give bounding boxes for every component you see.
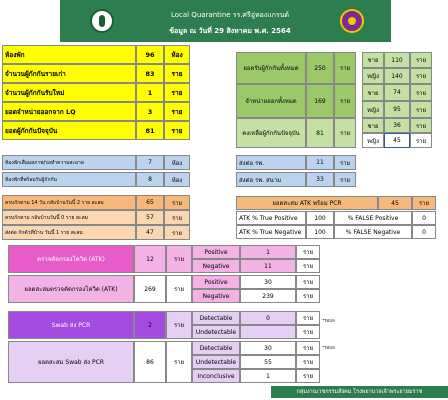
total-discharged-female: 95 (384, 101, 410, 118)
discharged-unit: ราย (164, 102, 190, 121)
ready-rooms-unit: ห้อง (164, 172, 190, 187)
ready-rooms-label: ห้องพักที่พร้อมรับผู้กักกัน (2, 172, 136, 187)
swab-total-detectable-label: Detectable (192, 341, 240, 355)
completed-home-unit: ราย (164, 210, 190, 225)
page-subtitle: ข้อมูล ณ วันที่ 29 สิงหาคม พ.ศ. 2564 (169, 27, 291, 35)
dirty-rooms-label: ห้องพักเสื่อมสภาพ/รอทำความสะอาด (2, 155, 136, 170)
atk-today-label: ตรวจคัดกรองโควิด (ATK) (8, 245, 134, 273)
atk-total-positive-unit: ราย (296, 275, 320, 289)
atk-total-negative-value: 239 (240, 289, 296, 303)
old-quarantine-value: 83 (136, 64, 164, 83)
remaining-value: 81 (306, 118, 334, 148)
room-count-unit: ห้อง (164, 45, 190, 64)
swab-total-undetectable-value: 55 (240, 355, 296, 369)
remaining-male: 36 (384, 118, 410, 133)
swab-total-detectable-value: 30 (240, 341, 296, 355)
field-hospital-referral-label: ส่งต่อ รพ. สนาม (236, 172, 306, 187)
hospital-referral-unit: ราย (334, 155, 356, 170)
old-quarantine-unit: ราย (164, 64, 190, 83)
total-discharged-label: จำหน่ายออกทั้งหมด (236, 84, 306, 118)
true-positive-value: 100 (306, 211, 334, 225)
total-admitted-value: 250 (306, 52, 334, 84)
total-discharged-female-label: หญิง (362, 101, 384, 118)
completed-14-value: 65 (136, 195, 164, 210)
total-admitted-male-label: ชาย (362, 52, 384, 68)
atk-today-negative-unit: ราย (296, 259, 320, 273)
dirty-rooms-value: 7 (136, 155, 164, 170)
swab-total-undetectable-unit: ราย (296, 355, 320, 369)
total-admitted-unit: ราย (334, 52, 356, 84)
swab-today-undetectable-unit: ราย (296, 325, 320, 339)
swab-total-inconclusive-value: 1 (240, 369, 296, 383)
new-quarantine-label: จำนวนผู้กักกันรับใหม่ (2, 83, 136, 102)
home-isolation-unit: ราย (164, 225, 190, 240)
atk-today-unit: ราย (166, 245, 192, 273)
remaining-male-unit: ราย (410, 118, 432, 133)
atk-pcr-value: 45 (378, 196, 412, 210)
field-hospital-referral-value: 33 (306, 172, 334, 187)
footer-credit: กลุ่มงานเวชกรรมสังคม โรงพยาบาลเจ้าพระยายมราช (271, 386, 448, 398)
page-title: Local Quarantine รร.ศรีอู่ทองแกรนด์ (170, 11, 290, 19)
new-quarantine-unit: ราย (164, 83, 190, 102)
swab-today-value: 2 (134, 311, 166, 339)
swab-total-value: 86 (134, 341, 166, 383)
atk-pcr-label: ยอดสะสม ATK พร้อม PCR (236, 196, 378, 210)
atk-total-negative-label: Negative (192, 289, 240, 303)
swab-total-label: ยอดสะสม Swab ส่ง PCR (8, 341, 134, 383)
swab-today-detectable-value: 0 (240, 311, 296, 325)
atk-total-label: ยอดสะสมตรวจคัดกรองโควิด (ATK) (8, 275, 134, 303)
current-quarantine-value: 81 (136, 121, 164, 140)
total-admitted-male: 110 (384, 52, 410, 68)
atk-pcr-unit: ราย (412, 196, 436, 210)
swab-total-inconclusive-label: Inconclusive (192, 369, 240, 383)
remaining-female-label: หญิง (362, 133, 384, 148)
true-positive-label: ATK % True Positive (236, 211, 306, 225)
remaining-female[interactable]: 45 (384, 133, 410, 148)
room-count-label: ห้องพัก (2, 45, 136, 64)
ministry-logo-icon (90, 9, 114, 33)
room-count-value: 96 (136, 45, 164, 64)
ready-rooms-value: 8 (136, 172, 164, 187)
total-admitted-male-unit: ราย (410, 52, 432, 68)
atk-today-positive-label: Positive (192, 245, 240, 259)
hospital-logo-icon (340, 9, 364, 33)
new-quarantine-value: 1 (136, 83, 164, 102)
total-admitted-female-unit: ราย (410, 68, 432, 84)
total-admitted-label: ยอดรับผู้กักกันทั้งหมด (236, 52, 306, 84)
swab-total-undetectable-label: Undetectable (192, 355, 240, 369)
swab-total-inconclusive-unit: ราย (296, 369, 320, 383)
dirty-rooms-unit: ห้อง (164, 155, 190, 170)
hospital-referral-value: 11 (306, 155, 334, 170)
swab-today-undetectable-label: Undetectable (192, 325, 240, 339)
swab-total-unit: ราย (166, 341, 192, 383)
completed-14-unit: ราย (164, 195, 190, 210)
atk-today-positive-value: 1 (240, 245, 296, 259)
total-discharged-male-label: ชาย (362, 84, 384, 101)
atk-today-positive-unit: ราย (296, 245, 320, 259)
home-isolation-value: 47 (136, 225, 164, 240)
remaining-unit: ราย (334, 118, 356, 148)
swab-today-detectable-unit: ราย (296, 311, 320, 325)
discharged-label: ยอดจำหน่ายออกจาก LQ (2, 102, 136, 121)
atk-today-negative-value: 11 (240, 259, 296, 273)
field-hospital-referral-unit: ราย (334, 172, 356, 187)
total-discharged-male: 74 (384, 84, 410, 101)
swab-today-undetectable-value (240, 325, 296, 339)
atk-total-positive-value: 30 (240, 275, 296, 289)
completed-home-value: 57 (136, 210, 164, 225)
atk-total-value: 269 (134, 275, 166, 303)
true-negative-label: ATK % True Negative (236, 225, 306, 239)
atk-today-value: 12 (134, 245, 166, 273)
false-positive-label: % FALSE Positive (334, 211, 412, 225)
false-positive-value: 0 (412, 211, 436, 225)
false-negative-label: % FALSE Negative (334, 225, 412, 239)
discharged-value: 3 (136, 102, 164, 121)
total-discharged-male-unit: ราย (410, 84, 432, 101)
swab-today-note: *รอผล (322, 319, 335, 324)
remaining-label: คงเหลือผู้กักกันปัจจุบัน (236, 118, 306, 148)
swab-total-detectable-unit: ราย (296, 341, 320, 355)
home-isolation-label: ส่งต่อ กักตัวที่บ้าน วันนี้ 1 ราย สะสม (2, 225, 136, 240)
hospital-referral-label: ส่งต่อ รพ. (236, 155, 306, 170)
remaining-male-label: ชาย (362, 118, 384, 133)
swab-today-unit: ราย (166, 311, 192, 339)
remaining-female-unit: ราย (410, 133, 432, 148)
current-quarantine-unit: ราย (164, 121, 190, 140)
old-quarantine-label: จำนวนผู้กักกันรายเก่า (2, 64, 136, 83)
current-quarantine-label: ยอดผู้กักกันปัจจุบัน (2, 121, 136, 140)
false-negative-value: 0 (412, 225, 436, 239)
total-discharged-unit: ราย (334, 84, 356, 118)
swab-today-detectable-label: Detectable (192, 311, 240, 325)
swab-today-label: Swab ส่ง PCR (8, 311, 134, 339)
atk-total-unit: ราย (166, 275, 192, 303)
completed-home-label: ครบกักตาม กลับบ้านวันนี้ 0 ราย สะสม (2, 210, 136, 225)
total-discharged-female-unit: ราย (410, 101, 432, 118)
completed-14-label: ครบกักตาม 14 วัน กลับบ้านวันนี้ 2 ราย สะสม (2, 195, 136, 210)
atk-today-negative-label: Negative (192, 259, 240, 273)
atk-total-negative-unit: ราย (296, 289, 320, 303)
swab-total-note: *รอผล (322, 346, 335, 351)
total-discharged-value: 169 (306, 84, 334, 118)
total-admitted-female: 140 (384, 68, 410, 84)
atk-total-positive-label: Positive (192, 275, 240, 289)
total-admitted-female-label: หญิง (362, 68, 384, 84)
true-negative-value: 100 (306, 225, 334, 239)
